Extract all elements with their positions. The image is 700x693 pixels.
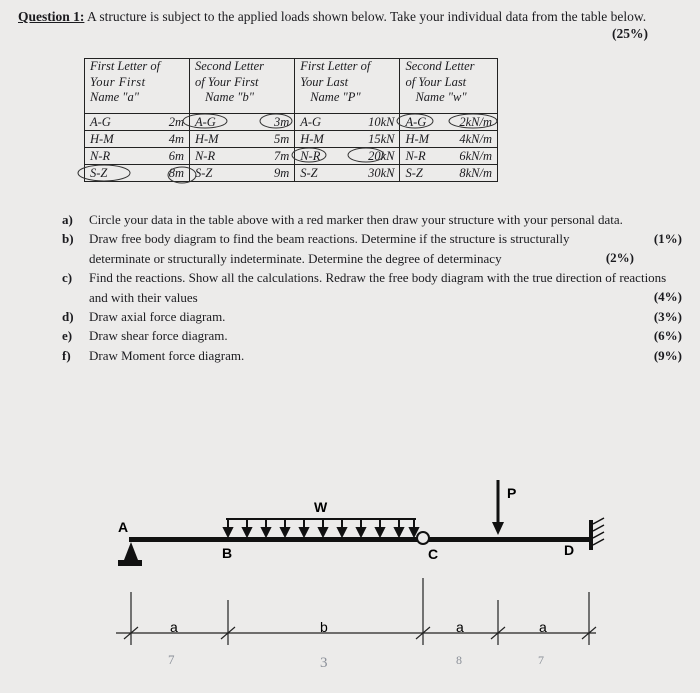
table-cell: S-Z 8kN/m	[400, 165, 498, 182]
table-cell: A-G 3m	[189, 114, 294, 131]
point-load-p	[492, 480, 504, 535]
question-label: Question 1:	[18, 9, 85, 24]
pin-support-a	[118, 542, 142, 566]
label-d: D	[564, 542, 575, 558]
table-cell: S-Z 30kN	[295, 165, 400, 182]
part-b: b) Draw free body diagram to find the beam reactions. Determine if the structure is structurally determinate or structurally indeterminate. Determine the degree of determinacy (2%)	[62, 231, 634, 266]
part-e: e) Draw shear force diagram. (6%)	[62, 328, 682, 344]
table-cell: S-Z 8m	[85, 165, 190, 182]
question-text: A structure is subject to the applied loads shown below. Take your individual data from the table below.	[84, 9, 647, 24]
table-cell: N-R 20kN	[295, 148, 400, 165]
handwritten-8: 8	[456, 653, 462, 667]
table-cell: H-M 4kN/m	[400, 131, 498, 148]
table-cell: N-R 7m	[189, 148, 294, 165]
table-cell: S-Z 9m	[189, 165, 294, 182]
table-cell: H-M 15kN	[295, 131, 400, 148]
label-p: P	[507, 485, 517, 501]
header-cell: Second Letter of Your Last Name "w"	[400, 59, 498, 114]
dim-b: b	[320, 619, 328, 635]
header-cell: First Letter of Your Last Name "P"	[295, 59, 400, 114]
part-c: c) Find the reactions. Show all the calculations. Redraw the free body diagram with the true direction of reactions and with their values (4%)	[62, 270, 682, 305]
label-c: C	[428, 546, 439, 562]
table-cell: A-G 2m	[85, 114, 190, 131]
beam	[129, 537, 591, 542]
hinge-c	[417, 532, 429, 544]
label-w: W	[314, 499, 328, 515]
part-f: f) Draw Moment force diagram. (9%)	[62, 347, 682, 363]
part-d: d) Draw axial force diagram. (3%)	[62, 309, 682, 325]
header-cell: First Letter of Your First Name "a"	[85, 59, 190, 114]
table-cell: N-R 6kN/m	[400, 148, 498, 165]
header-cell: Second Letter of Your First Name "b"	[189, 59, 294, 114]
dim-a-1: a	[170, 619, 178, 635]
handwritten-7-right: 7	[538, 653, 544, 667]
part-a: a) Circle your data in the table above with a red marker then draw your structure with your personal data. (1%)	[62, 212, 682, 246]
fixed-support-d	[589, 518, 604, 550]
dim-a-2: a	[456, 619, 464, 635]
table-cell: A-G 2kN/m	[400, 114, 498, 131]
question-marks: (25%)	[612, 26, 648, 41]
handwritten-3: 3	[320, 655, 328, 671]
distributed-load-w	[224, 519, 418, 536]
table-cell: A-G 10kN	[295, 114, 400, 131]
label-a: A	[118, 519, 129, 535]
dim-a-3: a	[539, 619, 547, 635]
label-b: B	[222, 545, 233, 561]
dimension-lines	[116, 578, 596, 645]
table-cell: N-R 6m	[85, 148, 190, 165]
table-cell: H-M 5m	[189, 131, 294, 148]
handwritten-7-left: 7	[168, 652, 175, 667]
table-cell: H-M 4m	[85, 131, 190, 148]
